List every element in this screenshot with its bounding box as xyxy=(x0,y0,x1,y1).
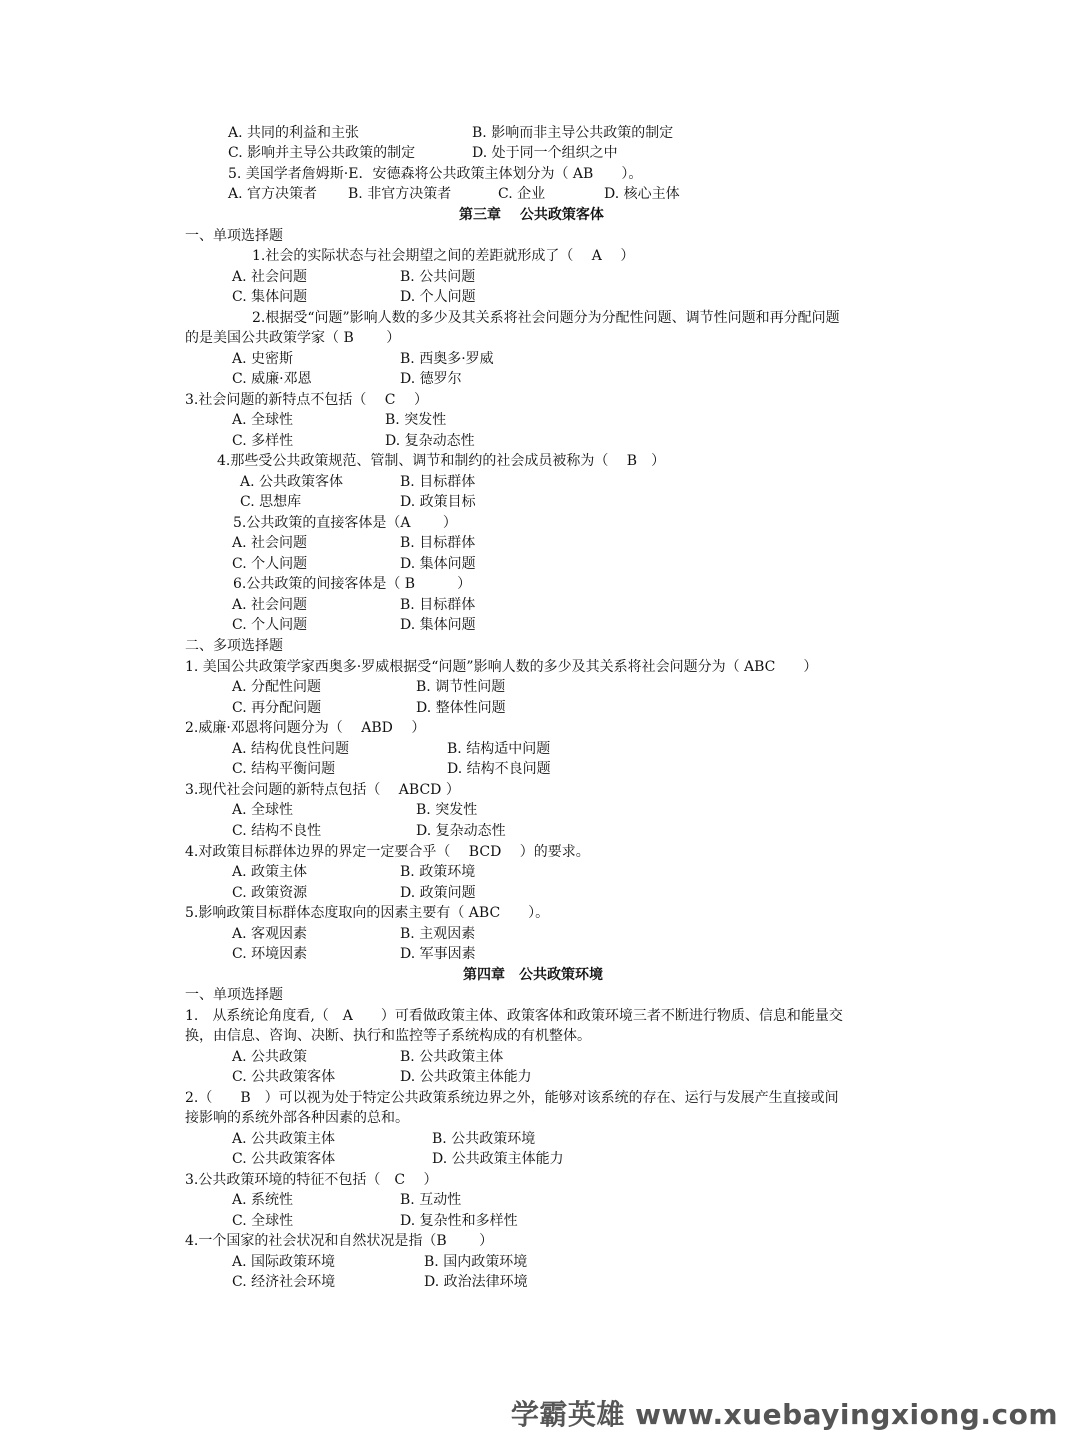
ch4-s-q4-c: C. 经济社会环境 xyxy=(232,1274,336,1290)
ch3-m-q3-d: D. 复杂动态性 xyxy=(416,823,506,839)
ch4-s-q1-a: A. 公共政策 xyxy=(232,1049,308,1065)
ch3-s-q5-b: B. 目标群体 xyxy=(400,535,476,551)
ch3-single-heading: 一、单项选择题 xyxy=(185,228,283,244)
ch4-s-q4-b: B. 国内政策环境 xyxy=(424,1254,528,1270)
ch3-s-q2-line2: 的是美国公共政策学家（ B ） xyxy=(185,330,401,346)
prev-q5-option-d: D. 核心主体 xyxy=(604,186,680,202)
ch3-s-q6-d: D. 集体问题 xyxy=(400,617,476,633)
ch3-s-q1-b: B. 公共问题 xyxy=(400,269,476,285)
ch3-m-q3: 3.现代社会问题的新特点包括（ ABCD ） xyxy=(185,782,460,798)
ch3-s-q5-a: A. 社会问题 xyxy=(232,535,308,551)
ch3-m-q4-a: A. 政策主体 xyxy=(232,864,308,880)
ch3-s-q6-c: C. 个人问题 xyxy=(232,617,308,633)
ch4-s-q3-d: D. 复杂性和多样性 xyxy=(400,1213,518,1229)
ch3-s-q6-a: A. 社会问题 xyxy=(232,597,308,613)
ch3-s-q5-c: C. 个人问题 xyxy=(232,556,308,572)
ch3-m-q1-b: B. 调节性问题 xyxy=(416,679,506,695)
ch3-s-q3: 3.社会问题的新特点不包括（ C ） xyxy=(185,392,428,408)
ch3-m-q2: 2.威廉·邓恩将问题分为（ ABD ） xyxy=(185,720,426,736)
prev-q5-option-c: C. 企业 xyxy=(498,186,546,202)
ch4-s-q1-line2: 换，由信息、咨询、决断、执行和监控等子系统构成的有机整体。 xyxy=(185,1028,591,1044)
ch3-m-q4-b: B. 政策环境 xyxy=(400,864,476,880)
ch4-s-q4-d: D. 政治法律环境 xyxy=(424,1274,528,1290)
ch3-s-q2-a: A. 史密斯 xyxy=(232,351,294,367)
ch3-s-q4-d: D. 政策目标 xyxy=(400,494,476,510)
ch3-m-q2-b: B. 结构适中问题 xyxy=(447,741,551,757)
ch3-s-q1-a: A. 社会问题 xyxy=(232,269,308,285)
ch4-s-q3-c: C. 全球性 xyxy=(232,1213,294,1229)
ch4-single-heading: 一、单项选择题 xyxy=(185,987,283,1003)
ch4-s-q2-line1: 2.（ B ）可以视为处于特定公共政策系统边界之外，能够对该系统的存在、运行与发展产生直接或间 xyxy=(185,1090,839,1106)
ch4-s-q1-d: D. 公共政策主体能力 xyxy=(400,1069,532,1085)
ch3-s-q2-line1: 2.根据受“问题”影响人数的多少及其关系将社会问题分为分配性问题、调节性问题和再分配问题 xyxy=(252,310,840,326)
ch3-m-q1-d: D. 整体性问题 xyxy=(416,700,506,716)
ch3-m-q1: 1. 美国公共政策学家西奥多·罗威根据受“问题”影响人数的多少及其关系将社会问题分为（ ABC ） xyxy=(185,659,818,675)
ch3-s-q1: 1.社会的实际状态与社会期望之间的差距就形成了（ A ） xyxy=(252,248,635,264)
ch3-m-q5-a: A. 客观因素 xyxy=(232,926,308,942)
ch3-s-q4-a: A. 公共政策客体 xyxy=(240,474,344,490)
ch3-s-q6-b: B. 目标群体 xyxy=(400,597,476,613)
ch4-s-q3-a: A. 系统性 xyxy=(232,1192,294,1208)
ch3-s-q4-b: B. 目标群体 xyxy=(400,474,476,490)
ch3-s-q5: 5.公共政策的直接客体是（A ） xyxy=(233,515,457,531)
ch3-s-q3-d: D. 复杂动态性 xyxy=(385,433,475,449)
ch3-s-q6: 6.公共政策的间接客体是（ B ） xyxy=(233,576,472,592)
ch4-s-q4-a: A. 国际政策环境 xyxy=(232,1254,336,1270)
ch3-s-q4: 4.那些受公共政策规范、管制、调节和制约的社会成员被称为（ B ） xyxy=(217,453,666,469)
ch3-m-q5-b: B. 主观因素 xyxy=(400,926,476,942)
ch3-m-q5-d: D. 军事因素 xyxy=(400,946,476,962)
ch4-s-q3-b: B. 互动性 xyxy=(400,1192,462,1208)
ch4-s-q2-line2: 接影响的系统外部各种因素的总和。 xyxy=(185,1110,409,1126)
ch3-m-q4-d: D. 政策问题 xyxy=(400,885,476,901)
ch3-m-q3-b: B. 突发性 xyxy=(416,802,478,818)
ch3-m-q3-c: C. 结构不良性 xyxy=(232,823,322,839)
ch4-s-q1-c: C. 公共政策客体 xyxy=(232,1069,336,1085)
ch3-s-q2-d: D. 德罗尔 xyxy=(400,371,462,387)
ch4-s-q4: 4.一个国家的社会状况和自然状况是指（B ） xyxy=(185,1233,494,1249)
ch3-m-q5: 5.影响政策目标群体态度取向的因素主要有（ ABC ）。 xyxy=(185,905,550,921)
ch4-s-q1-line1: 1. 从系统论角度看,（ A ）可看做政策主体、政策客体和政策环境三者不断进行物质、信息和能量交 xyxy=(185,1008,843,1024)
ch4-s-q2-b: B. 公共政策环境 xyxy=(432,1131,536,1147)
prev-option-c: C. 影响并主导公共政策的制定 xyxy=(228,145,416,161)
ch4-s-q3: 3.公共政策环境的特征不包括（ C ） xyxy=(185,1172,438,1188)
site-watermark: 学霸英雄 www.xuebayingxiong.com xyxy=(510,1398,1058,1431)
ch4-s-q2-a: A. 公共政策主体 xyxy=(232,1131,336,1147)
ch3-s-q5-d: D. 集体问题 xyxy=(400,556,476,572)
ch3-m-q2-c: C. 结构平衡问题 xyxy=(232,761,336,777)
chapter-4-title: 第四章 公共政策环境 xyxy=(463,967,603,983)
ch3-s-q2-b: B. 西奥多·罗威 xyxy=(400,351,494,367)
ch3-m-q4: 4.对政策目标群体边界的界定一定要合乎（ BCD ）的要求。 xyxy=(185,844,590,860)
ch3-m-q5-c: C. 环境因素 xyxy=(232,946,308,962)
prev-q5-option-b: B. 非官方决策者 xyxy=(348,186,452,202)
prev-question-5: 5. 美国学者詹姆斯·E．安德森将公共政策主体划分为（ AB ）。 xyxy=(228,166,643,182)
ch3-s-q3-b: B. 突发性 xyxy=(385,412,447,428)
ch3-s-q2-c: C. 威廉·邓恩 xyxy=(232,371,312,387)
ch3-m-q1-a: A. 分配性问题 xyxy=(232,679,322,695)
prev-q5-option-a: A. 官方决策者 xyxy=(228,186,318,202)
ch3-s-q4-c: C. 思想库 xyxy=(240,494,302,510)
ch3-s-q3-c: C. 多样性 xyxy=(232,433,294,449)
ch3-m-q2-a: A. 结构优良性问题 xyxy=(232,741,350,757)
prev-option-d: D. 处于同一个组织之中 xyxy=(472,145,618,161)
ch3-m-q3-a: A. 全球性 xyxy=(232,802,294,818)
ch4-s-q2-c: C. 公共政策客体 xyxy=(232,1151,336,1167)
ch3-m-q1-c: C. 再分配问题 xyxy=(232,700,322,716)
ch3-s-q1-c: C. 集体问题 xyxy=(232,289,308,305)
ch3-s-q3-a: A. 全球性 xyxy=(232,412,294,428)
ch3-m-q4-c: C. 政策资源 xyxy=(232,885,308,901)
ch3-s-q1-d: D. 个人问题 xyxy=(400,289,476,305)
chapter-3-title: 第三章 公共政策客体 xyxy=(459,207,604,223)
ch4-s-q1-b: B. 公共政策主体 xyxy=(400,1049,504,1065)
prev-option-b: B. 影响而非主导公共政策的制定 xyxy=(472,125,674,141)
ch3-multi-heading: 二、多项选择题 xyxy=(185,638,283,654)
ch3-m-q2-d: D. 结构不良问题 xyxy=(447,761,551,777)
ch4-s-q2-d: D. 公共政策主体能力 xyxy=(432,1151,564,1167)
prev-option-a: A. 共同的利益和主张 xyxy=(228,125,360,141)
